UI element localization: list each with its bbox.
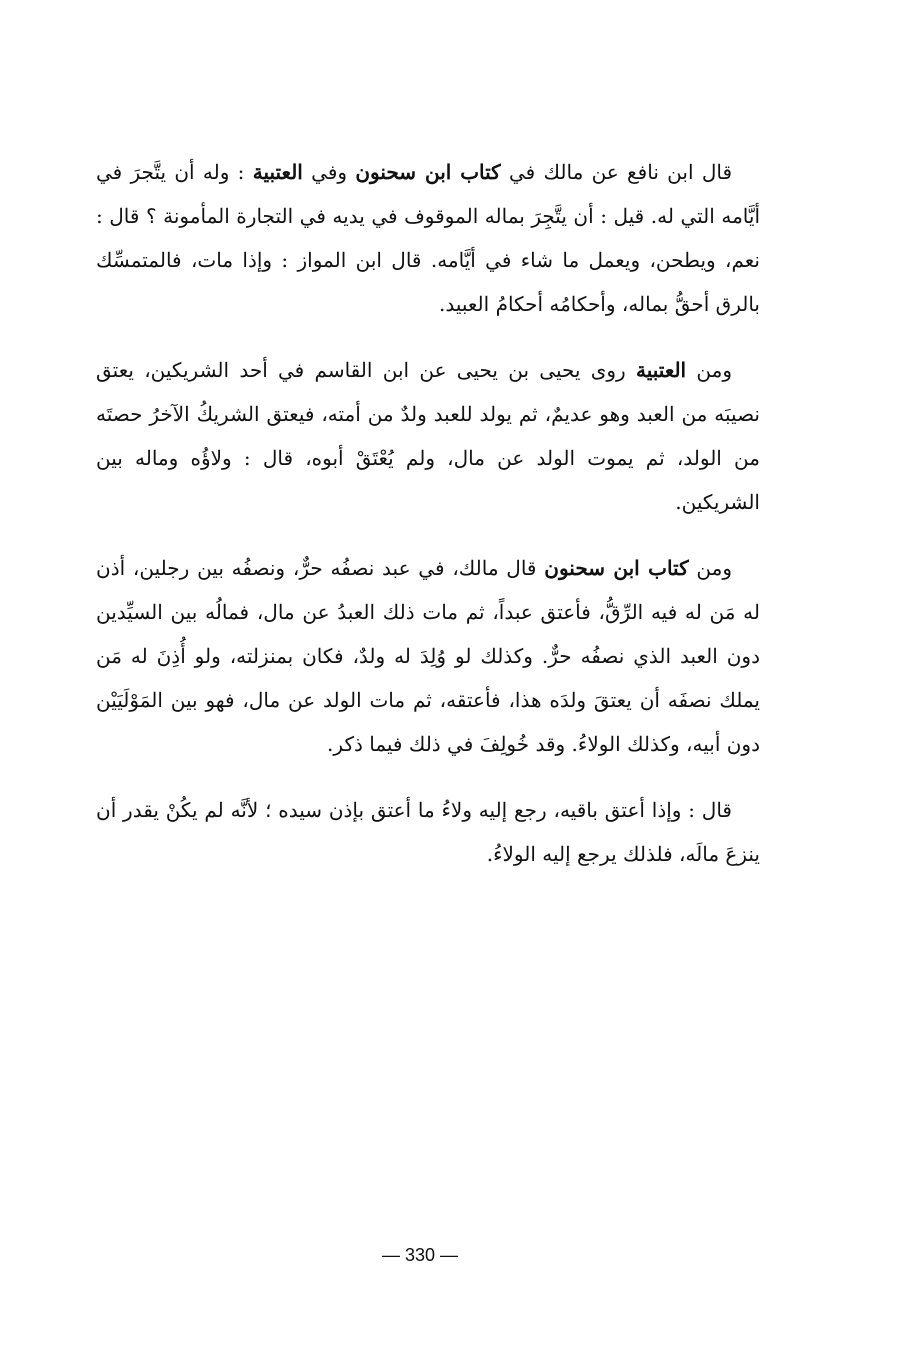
text-run: قال مالك، في عبد نصفُه حرٌّ، ونصفُه بين رجلين، أذن له مَن له فيه الرِّقُّ، فأعتق عبداً، ثم مات ذلك العبدُ عن مال، فمالُه بين السيِّدين دون العبد الذي نصفُه حرٌّ. وكذلك لو وُلِدَ له ولدٌ، فكان بمنزلته، ولو أُذِنَ له مَن يملك نصفَه أن يعتقَ ولدَه هذا، فأعتقه، ثم مات الولد عن مال، فهو بين المَوْلَيَيْن دون أبيه، وكذلك الولاءُ. وقد خُولِفَ في ذلك فيما ذكر. [96,556,760,756]
text-run: وفي [302,160,356,184]
book-title-utbiyya: العتبية [635,358,687,382]
text-run: قال ابن نافع عن مالك في [500,160,733,184]
page-number: — 330 — [381,1245,459,1265]
paragraph-1 [96,150,760,326]
text-run: ومن [686,358,732,382]
text-run: روى يحيى بن يحيى عن ابن القاسم في أحد الشريكين، يعتق نصيبَه من العبد وهو عديمٌ، ثم يولد للعبد ولدٌ من أمته، فيعتق الشريكُ الآخرُ حصتَه من الولد، ثم يموت الولد عن مال، ولم يُعْتَقْ أبوه، قال : ولاؤُه وماله بين الشريكين. [96,358,760,514]
body-text [96,150,760,898]
book-title-ibn-sahnun: كتاب ابن سحنون [355,160,501,184]
book-title-utbiyya: العتبية [252,160,303,184]
book-title-ibn-sahnun: كتاب ابن سحنون [544,556,689,580]
paragraph-2 [96,348,760,524]
paragraph-4 [96,788,760,876]
text-run: قال : وإذا أعتق باقيه، رجع إليه ولاءُ ما أعتق بإذن سيده ؛ لأنَّه لم يكُنْ يقدر أن ينزعَ مالَه، فلذلك يرجع إليه الولاءُ. [96,798,760,866]
paragraph-3 [96,546,760,766]
text-run: ومن [688,556,732,580]
text-run: : وله أن يتَّجرَ في أيَّامه التي له. قيل : أن يتَّجِرَ بماله الموقوف في يديه في التجارة المأمونة ؟ قال : نعم، ويطحن، ويعمل ما شاء في أيَّامه. قال ابن المواز : وإذا مات، فالمتمسِّك بالرق أحقُّ بماله، وأحكامُه أحكامُ العبيد. [96,160,760,316]
